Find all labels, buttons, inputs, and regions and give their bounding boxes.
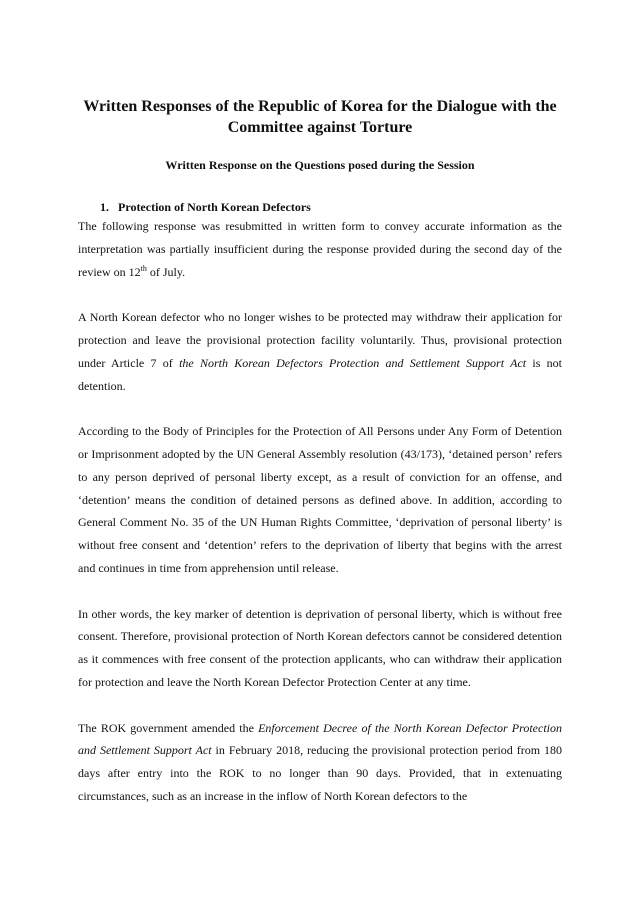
- paragraph-text: A North Korean defector who no longer wishes to be protected may withdraw their application for protection and leave the provisional protection facility voluntarily. Thus, provisional protection under Article 7 of: [78, 310, 562, 370]
- section-number: 1.: [100, 200, 109, 214]
- act-title: the North Korean Defectors Protection and Settlement Support Act: [179, 355, 527, 370]
- paragraph-text: is not detention.: [78, 355, 562, 393]
- document-title: Written Responses of the Republic of Korea for the Dialogue with the Committee against Torture: [83, 98, 557, 136]
- paragraph-resubmission: [78, 215, 562, 283]
- decree-title: Enforcement Decree of the North Korean Defector Protection and Settlement Support Act: [78, 720, 563, 758]
- document-subtitle: Written Response on the Questions posed during the Session: [165, 158, 475, 172]
- paragraph-text: of July.: [146, 264, 186, 279]
- paragraph-text: The following response was resubmitted in written form to convey accurate information as the interpretation was partially insufficient during the response provided during the second day of the review on 12: [78, 219, 562, 279]
- section-heading: [100, 199, 562, 215]
- paragraph-text: in February 2018, reducing the provisional protection period from 180 days after entry into the ROK to no longer than 90 days. Provided, that in extenuating circumstances, such as an increase in the inflow of North Korean defectors to the: [78, 743, 563, 803]
- section-title: Protection of North Korean Defectors: [118, 200, 311, 214]
- paragraph-amendment: [78, 717, 562, 808]
- paragraph-withdrawal: [78, 306, 562, 397]
- paragraph-text: The ROK government amended the: [78, 720, 259, 735]
- ordinal-suffix: th: [140, 263, 147, 273]
- paragraph-key-marker: In other words, the key marker of detention is deprivation of personal liberty, which is without free consent. Therefore, provisional protection of North Korean defectors cannot be considered detention as it commences with free consent of the protection applicants, who can withdraw their application for protection and leave the North Korean Defector Protection Center at any time.: [78, 606, 562, 689]
- paragraph-body-of-principles: According to the Body of Principles for the Protection of All Persons under Any Form of Detention or Imprisonment adopted by the UN General Assembly resolution (43/173), ‘detained person’ refers to any person deprived of personal liberty except, as a result of conviction for an offense, and ‘detention’ means the condition of detained persons as defined above. In addition, according to General Comment No. 35 of the UN Human Rights Committee, ‘deprivation of personal liberty’ is without free consent and ‘detention’ refers to the deprivation of liberty that begins with the arrest and continues in time from apprehension until release.: [78, 424, 562, 575]
